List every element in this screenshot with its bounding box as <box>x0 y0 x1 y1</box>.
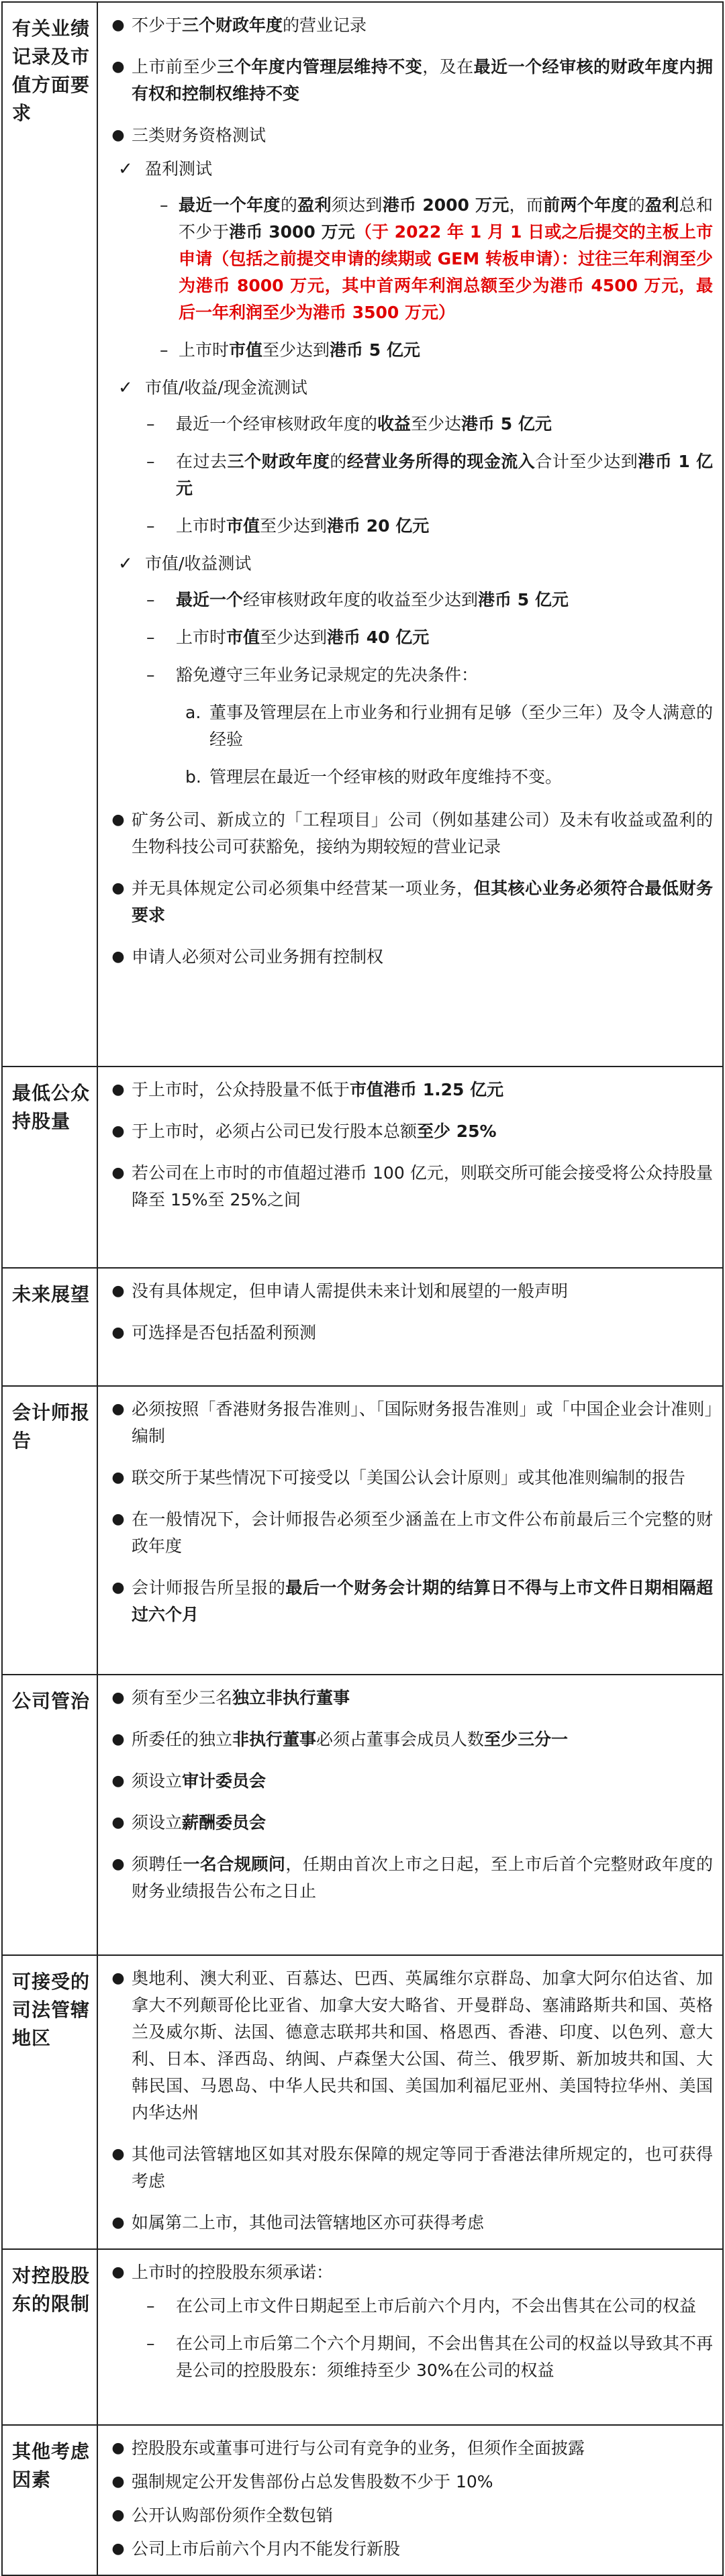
category-cell: 公司管治 <box>2 1675 97 1955</box>
list-item: ● 必须按照「香港财务报告准则」、「国际财务报告准则」或「中国企业会计准则」编制 <box>105 1396 713 1450</box>
bullet-icon: ● <box>111 1814 125 1831</box>
list-item: ● 于上市时，必须占公司已发行股本总额至少 25% <box>105 1118 713 1145</box>
list-item: ● 所委任的独立非执行董事必须占董事会成员人数至少三分一 <box>105 1726 713 1753</box>
sub-item: – 在过去三个财政年度的经营业务所得的现金流入合计至少达到港币 1 亿元 <box>146 452 713 498</box>
list-item: ● 公开认购部份须作全数包销 <box>105 2502 713 2529</box>
bullet-icon: ● <box>111 1401 125 1418</box>
sub-item: – 在公司上市后第二个六个月期间，不会出售其在公司的权益以导致其不再是公司的控股股东：须维持至少 30%在公司的权益 <box>146 2334 714 2380</box>
bullet-icon: ● <box>111 1773 125 1789</box>
bullet-icon: ● <box>111 1511 125 1528</box>
row-governance <box>2 1675 723 1955</box>
test-cashflow: ✓ 市值/收益/现金流测试 <box>118 375 713 401</box>
bullet-icon: ● <box>111 2507 125 2524</box>
sub-item: – 在公司上市文件日期起至上市后前六个月内，不会出售其在公司的权益 <box>146 2296 697 2316</box>
bullet-icon: ● <box>111 58 125 75</box>
sub-sub-item: a. 董事及管理层在上市业务和行业拥有足够（至少三年）及令人满意的经验 <box>185 703 714 749</box>
content-cell <box>97 1067 723 1268</box>
sub-sub-item: b. 管理层在最近一个经审核的财政年度维持不变。 <box>185 767 563 787</box>
bullet-icon: ● <box>111 2440 125 2457</box>
row-performance <box>2 2 723 1067</box>
list-item: ● 上市前至少三个年度内管理层维持不变，及在最近一个经审核的财政年度内拥有权和控制权维持不变 <box>105 54 713 107</box>
sub-item: – 上市时市值至少达到港币 5 亿元 <box>160 340 420 360</box>
list-item: ● 其他司法管辖地区如其对股东保障的规定等同于香港法律所规定的，也可获得考虑 <box>105 2141 713 2195</box>
list-item: ● 没有具体规定，但申请人需提供未来计划和展望的一般声明 <box>105 1278 713 1305</box>
bullet-icon: ● <box>111 127 125 144</box>
category-cell: 对控股股东的限制 <box>2 2249 97 2425</box>
row-outlook <box>2 1268 723 1386</box>
category-cell: 有关业绩记录及市值方面要求 <box>2 2 97 1067</box>
category-cell: 最低公众持股量 <box>2 1067 97 1268</box>
list-item: ● 奥地利、澳大利亚、百慕达、巴西、英属维尔京群岛、加拿大阿尔伯达省、加拿大不列颠哥伦比亚省、加拿大安大略省、开曼群岛、塞浦路斯共和国、英格兰及威尔斯、法国、德意志联邦共和国、格恩西、香港、印度、以色列、意大利、日本、泽西岛、纳闽、卢森堡大公国、荷兰、俄罗斯、新加坡共和国、大韩民国、马恩岛、中华人民共和国、美国加利福尼亚州、美国特拉华州、美国内华达州 <box>105 1965 713 2126</box>
list-item: ● 会计师报告所呈报的最后一个财务会计期的结算日不得与上市文件日期相隔超过六个月 <box>105 1575 713 1628</box>
list-item: ● 申请人必须对公司业务拥有控制权 <box>105 944 713 971</box>
bullet-icon: ● <box>111 2540 125 2557</box>
bullet-icon: ● <box>111 2473 125 2490</box>
bullet-icon: ● <box>111 1469 125 1486</box>
bullet-icon: ● <box>111 811 125 828</box>
list-item: ● 如属第二上市，其他司法管辖地区亦可获得考虑 <box>105 2210 713 2236</box>
bullet-icon: ● <box>111 1283 125 1299</box>
bullet-icon: ● <box>111 1324 125 1341</box>
sub-item: – 豁免遵守三年业务记录规定的先决条件： <box>146 665 479 685</box>
sub-item: – 上市时市值至少达到港币 20 亿元 <box>146 516 430 536</box>
category-cell: 未来展望 <box>2 1268 97 1386</box>
category-cell: 会计师报告 <box>2 1386 97 1675</box>
content-cell <box>97 1268 723 1386</box>
content-cell <box>97 1386 723 1675</box>
list-item: ● 可选择是否包括盈利预测 <box>105 1320 713 1346</box>
list-item: ● 并无具体规定公司必须集中经营某一项业务，但其核心业务必须符合最低财务要求 <box>105 875 713 929</box>
list-item: ● 须聘任一名合规顾问，任期由首次上市之日起，至上市后首个完整财政年度的财务业绩报告公布之日止 <box>105 1851 713 1905</box>
sub-item: – 最近一个年度的盈利须达到港币 2000 万元，而前两个年度的盈利总和不少于港币 3000 万元（于 2022 年 1 月 1 日或之后提交的主板上市申请（包括之前提交申请的续期或 GEM 转板申请）：过往三年利润至少为港币 8000 万元，其中首两年利润总额至少为港币 4500 万元，最后一年利润至少为港币 3500 万元） <box>160 195 713 322</box>
category-cell: 可接受的司法管辖地区 <box>2 1955 97 2249</box>
bullet-icon: ● <box>111 1689 125 1706</box>
list-item: ● 公司上市后前六个月内不能发行新股 <box>105 2536 713 2563</box>
content-cell <box>97 2 723 1067</box>
list-item: ● 须设立薪酬委员会 <box>105 1810 713 1836</box>
list-item: ● 联交所于某些情况下可接受以「美国公认会计原则」或其他准则编制的报告 <box>105 1465 713 1491</box>
content-cell <box>97 1955 723 2249</box>
bullet-icon: ● <box>111 1970 125 1987</box>
bullet-icon: ● <box>111 17 125 34</box>
bullet-icon: ● <box>111 2264 125 2281</box>
row-other-considerations <box>2 2425 723 2575</box>
bullet-icon: ● <box>111 948 125 965</box>
list-item: ● 不少于三个财政年度的营业记录 <box>105 12 713 39</box>
bullet-icon: ● <box>111 880 125 897</box>
content-cell <box>97 2425 723 2575</box>
list-item: ● 须有至少三名独立非执行董事 <box>105 1685 713 1712</box>
bullet-icon: ● <box>111 2214 125 2231</box>
list-item: ● 控股股东或董事可进行与公司有竞争的业务，但须作全面披露 <box>105 2435 713 2462</box>
check-icon: ✓ <box>118 159 133 179</box>
row-public-float <box>2 1067 723 1268</box>
listing-requirements-table <box>1 1 724 2576</box>
row-accountants-report <box>2 1386 723 1675</box>
check-icon: ✓ <box>118 554 133 574</box>
list-item: ● 于上市时，公众持股量不低于市值港币 1.25 亿元 <box>105 1077 713 1103</box>
list-item: ● 矿务公司、新成立的「工程项目」公司（例如基建公司）及未有收益或盈利的生物科技公司可获豁免，接纳为期较短的营业记录 <box>105 807 713 860</box>
content-cell <box>97 2249 723 2425</box>
list-item: ● 强制规定公开发售部份占总发售股数不少于 10% <box>105 2469 713 2495</box>
sub-item: – 最近一个经审核财政年度的收益至少达到港币 5 亿元 <box>146 590 569 609</box>
test-revenue: ✓ 市值/收益测试 <box>118 550 713 577</box>
test-profit: ✓ 盈利测试 <box>118 156 713 183</box>
sub-item: – 最近一个经审核财政年度的收益至少达港币 5 亿元 <box>146 414 552 434</box>
list-item: ● 在一般情况下，会计师报告必须至少涵盖在上市文件公布前最后三个完整的财政年度 <box>105 1506 713 1560</box>
bullet-icon: ● <box>111 1579 125 1596</box>
list-item: ● 若公司在上市时的市值超过港币 100 亿元，则联交所可能会接受将公众持股量降至 15%至 25%之间 <box>105 1160 713 1213</box>
bullet-icon: ● <box>111 1081 125 1098</box>
bullet-icon: ● <box>111 1731 125 1748</box>
row-jurisdictions <box>2 1955 723 2249</box>
list-item: ● 须设立审计委员会 <box>105 1768 713 1795</box>
row-controlling-shareholders <box>2 2249 723 2425</box>
bullet-icon: ● <box>111 1123 125 1140</box>
sub-item: – 上市时市值至少达到港币 40 亿元 <box>146 628 430 647</box>
content-cell <box>97 1675 723 1955</box>
list-item: ● 三类财务资格测试 <box>105 122 713 149</box>
bullet-icon: ● <box>111 1856 125 1873</box>
check-icon: ✓ <box>118 378 133 398</box>
list-item: ● 上市时的控股股东须承诺： <box>105 2259 713 2286</box>
category-cell: 其他考虑因素 <box>2 2425 97 2575</box>
bullet-icon: ● <box>111 2146 125 2163</box>
bullet-icon: ● <box>111 1165 125 1181</box>
